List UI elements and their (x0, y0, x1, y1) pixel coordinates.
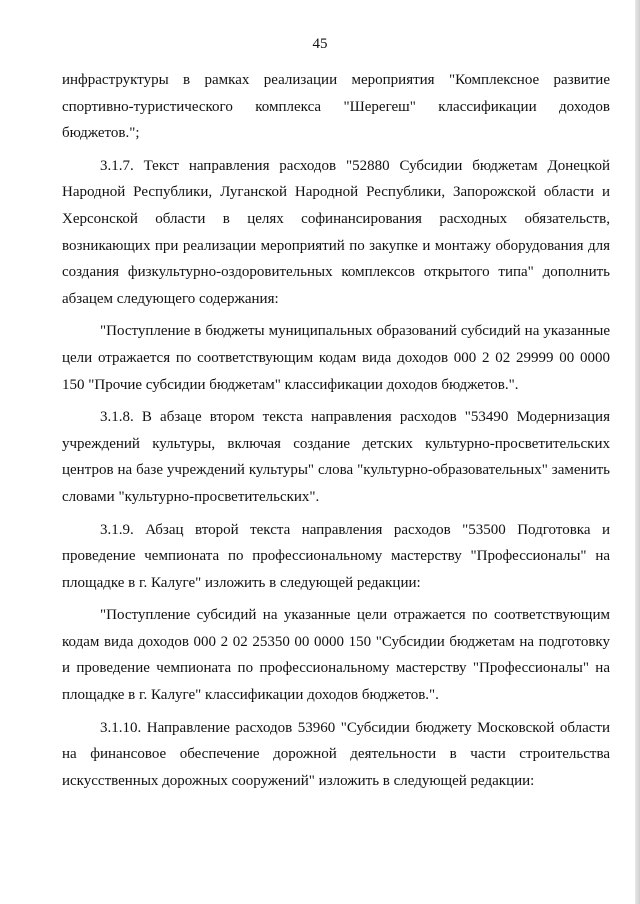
paragraph-3-1-8: 3.1.8. В абзаце втором текста направления расходов "53490 Модернизация учреждений культуры, включая создание детских культурно-просветительских центров на базе учреждений культуры" слова "культурно-образовательных" заменить словами "культурно-просветительских". (62, 409, 610, 505)
paragraph-3-1-9: 3.1.9. Абзац второй текста направления расходов "53500 Подготовка и проведение чемпионата по профессиональному мастерству "Профессионалы" на площадке в г. Калуге" изложить в следующей редакции: (62, 521, 610, 591)
document-body (62, 67, 610, 794)
paragraph-continuation: инфраструктуры в рамках реализации мероприятия "Комплексное развитие спортивно-туристического комплекса "Шерегеш" классификации доходов бюджетов."; (62, 72, 610, 142)
page-number: 45 (312, 36, 328, 52)
scan-edge-shadow (635, 0, 640, 904)
paragraph-quote-3-1-9: "Поступление субсидий на указанные цели отражается по соответствующим кодам вида доходов 000 2 02 25350 00 0000 150 "Субсидии бюджетам на подготовку и проведение чемпионата по профессиональному мастерству "Профессионалы" на площадке в г. Калуге" классификации доходов бюджетов.". (62, 607, 610, 704)
paragraph-3-1-7: 3.1.7. Текст направления расходов "52880 Субсидии бюджетам Донецкой Народной Республики, Луганской Народной Республики, Запорожской области и Херсонской области в целях софинансирования расходных обязательств, возникающих при реализации мероприятий по закупке и монтажу оборудования для создания физкультурно-оздоровительных комплексов открытого типа" дополнить абзацем следующего содержания: (62, 157, 610, 307)
paragraph-quote-3-1-7: "Поступление в бюджеты муниципальных образований субсидий на указанные цели отражается по соответствующим кодам вида доходов 000 2 02 29999 00 0000 150 "Прочие субсидии бюджетам" классификации доходов бюджетов.". (62, 323, 610, 393)
paragraph-3-1-10: 3.1.10. Направление расходов 53960 "Субсидии бюджету Московской области на финансовое обеспечение дорожной деятельности в части строительства искусственных дорожных сооружений" изложить в следующей редакции: (62, 719, 610, 789)
